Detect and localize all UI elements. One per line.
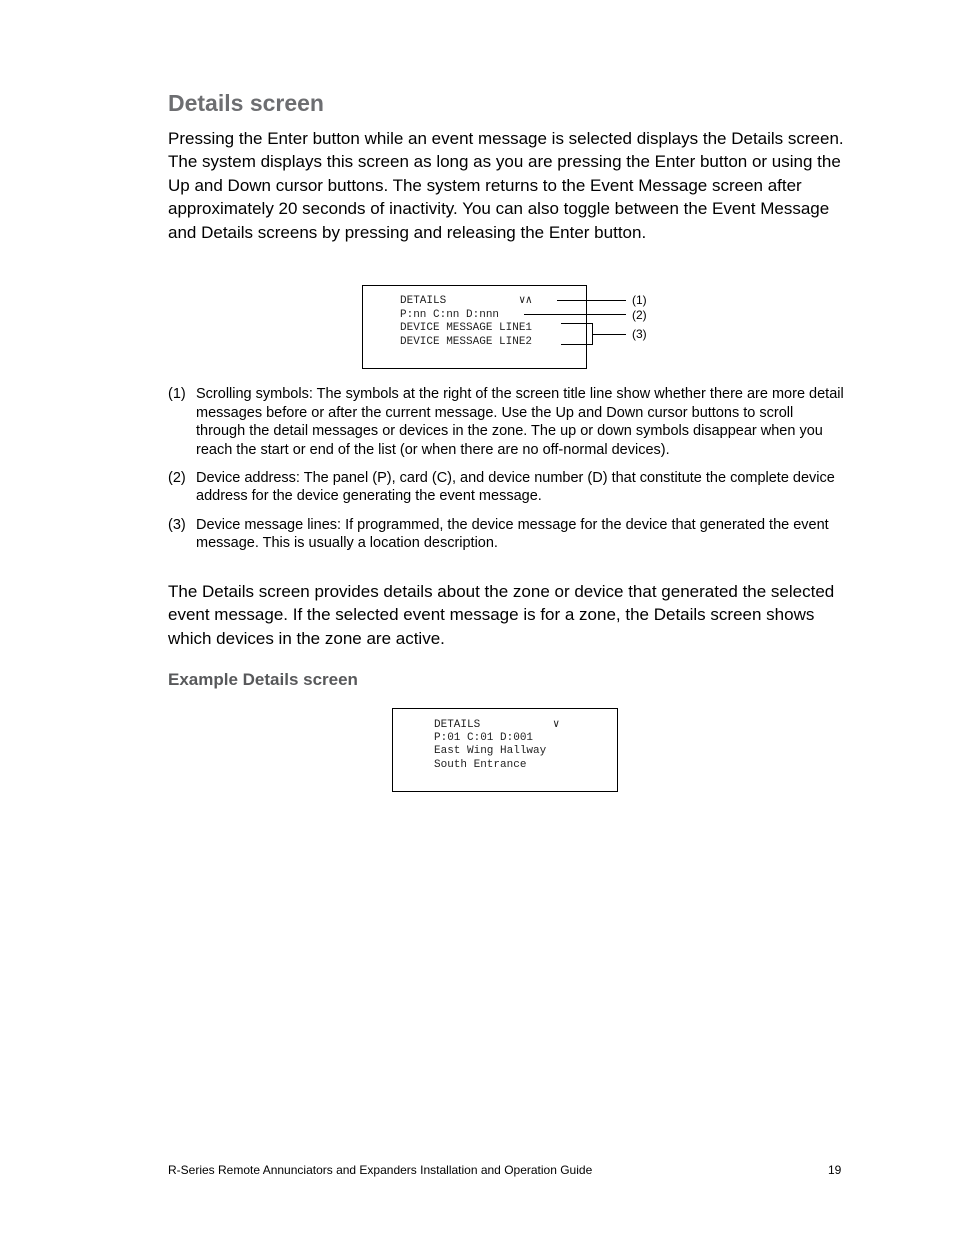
example-line-address: P:01 C:01 D:001	[434, 732, 534, 744]
example-line-message-2: South Entrance	[434, 759, 527, 771]
intro-paragraph: Pressing the Enter button while an event message is selected displays the Details screen. The system displays this screen as long as you are pressing the Enter button or using the Up and Down cursor buttons. The system returns to the Event Message screen after approximately 20 seconds of inactivity. You can also toggle between the Event Message and Details screens by pressing and releasing the Enter button.	[168, 129, 844, 242]
diagram-line-title: DETAILS ∨∧	[400, 295, 533, 307]
diagram-line-message-1: DEVICE MESSAGE LINE1	[400, 322, 533, 334]
details-screen-diagram	[362, 285, 587, 369]
callout-label-2: (2)	[632, 308, 647, 322]
list-item	[168, 469, 844, 506]
diagram-line-address: P:nn C:nn D:nnn	[400, 309, 500, 321]
callout-label-3: (3)	[632, 327, 647, 341]
list-item	[168, 516, 844, 553]
list-item	[168, 385, 844, 459]
body-paragraph: The Details screen provides details about the zone or device that generated the selected event message. If the selected event message is for a zone, the Details screen shows which devices in the zone are active.	[168, 582, 835, 648]
note-text: Device address: The panel (P), card (C), and device number (D) that constitute the complete device address for the device generating the event message.	[196, 469, 835, 505]
note-number: (3)	[168, 516, 186, 533]
example-line-message-1: East Wing Hallway	[434, 745, 547, 757]
diagram-line-message-2: DEVICE MESSAGE LINE2	[400, 336, 533, 348]
page-title: Details screen	[168, 90, 324, 116]
example-line-title: DETAILS ∨	[434, 719, 560, 731]
footer-document-title: R-Series Remote Annunciators and Expanders Installation and Operation Guide	[168, 1163, 593, 1177]
note-text: Device message lines: If programmed, the device message for the device that generated the event message. This is usually a location description.	[196, 516, 829, 552]
note-number: (1)	[168, 386, 186, 402]
note-number: (2)	[168, 469, 186, 486]
footer-page-number: 19	[828, 1163, 842, 1177]
callout-notes-list	[168, 385, 844, 562]
note-text: Scrolling symbols: The symbols at the right of the screen title line show whether there are more detail messages before or after the current message. Use the Up and Down cursor buttons to scroll through the detail messages or devices in the zone. The up or down symbols disappear when you reach the start or end of the list (or when there are no off-normal devices).	[196, 386, 844, 458]
callout-label-1: (1)	[632, 293, 647, 307]
example-heading: Example Details screen	[168, 670, 358, 689]
example-details-screen	[392, 708, 618, 792]
